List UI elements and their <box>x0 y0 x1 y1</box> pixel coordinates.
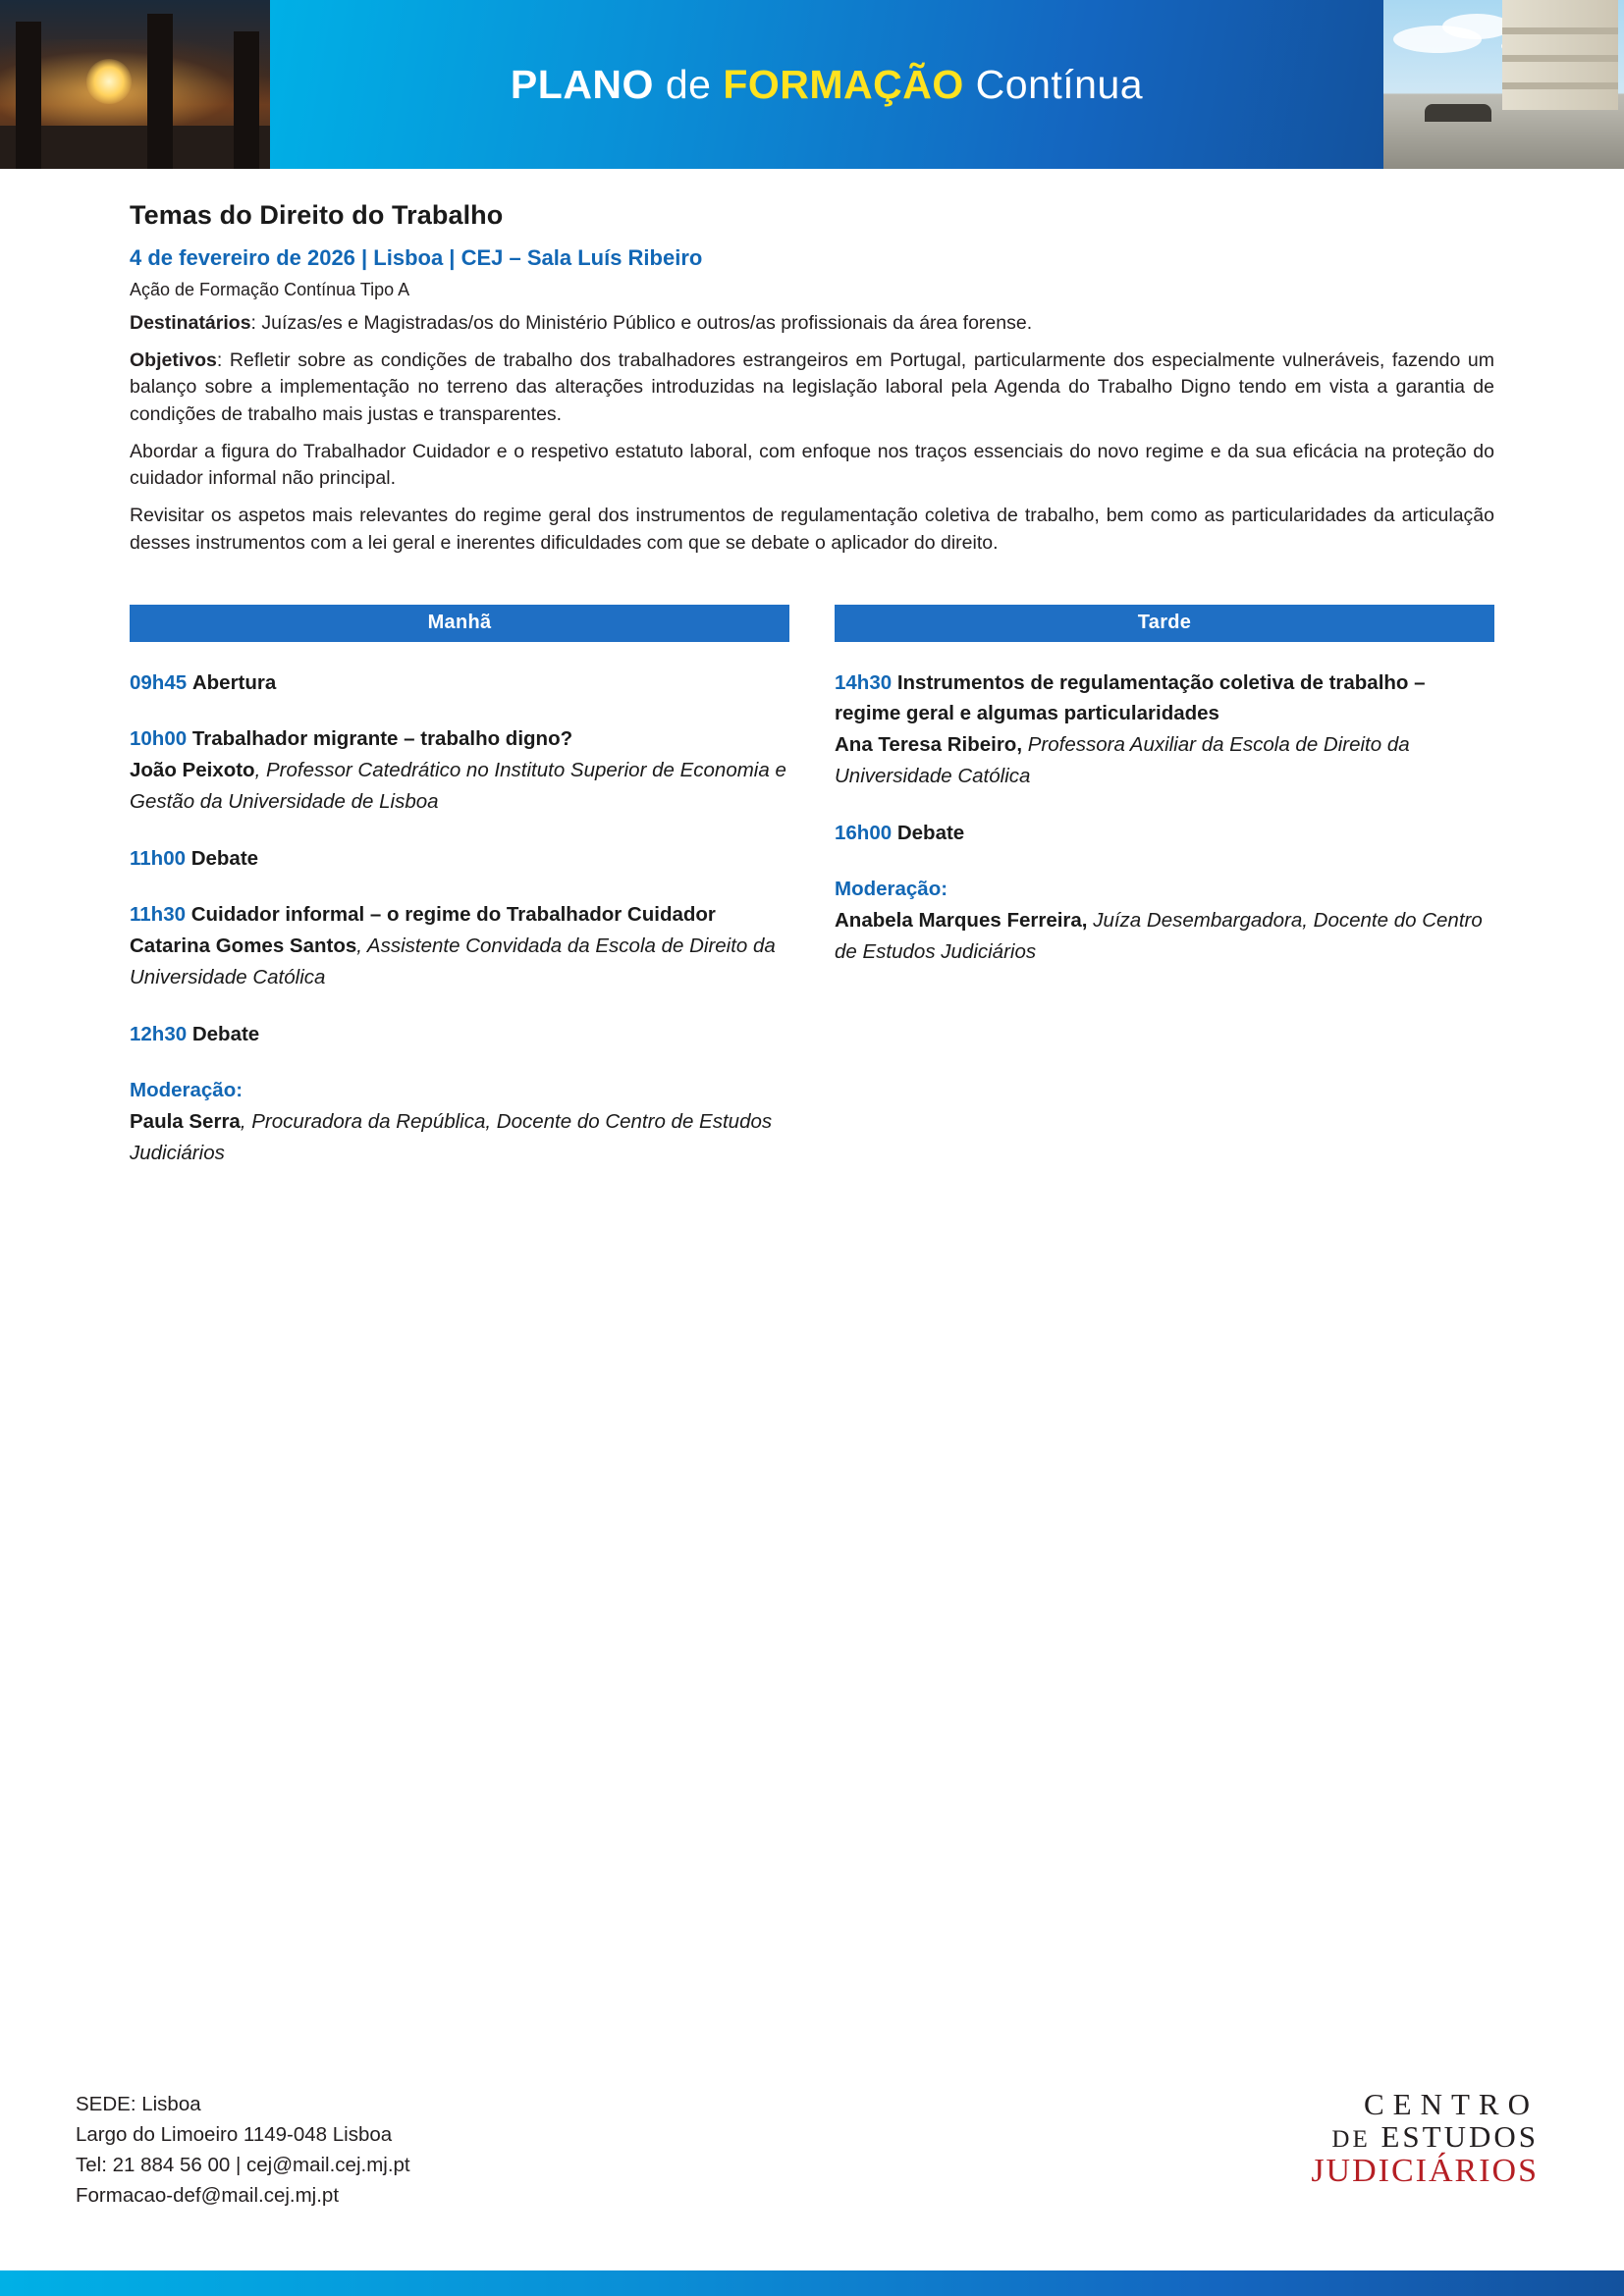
session-time: 09h45 <box>130 670 188 694</box>
plaza-ground <box>1383 110 1624 169</box>
monument-pillar <box>16 22 41 169</box>
audience-paragraph <box>130 310 1494 338</box>
session-topic: Trabalhador migrante – trabalho digno? <box>191 727 573 751</box>
header-word-continua: Contínua <box>975 61 1144 107</box>
sunset-monument-photo <box>0 0 270 169</box>
session-topic: Debate <box>896 821 965 844</box>
session-item <box>130 723 789 817</box>
cej-logo <box>1311 2089 1548 2189</box>
audience-label: Destinatários <box>130 312 251 334</box>
footer-email-line: Formacao-def@mail.cej.mj.pt <box>76 2184 340 2208</box>
session-speaker: Catarina Gomes Santos <box>130 934 357 958</box>
session-item <box>130 1019 789 1050</box>
header-word-formacao: FORMAÇÃO <box>723 61 964 107</box>
course-date-location: 4 de fevereiro de 2026 | Lisboa | CEJ – Sala Luís Ribeiro <box>130 245 703 270</box>
plaza-sculpture <box>1425 104 1491 122</box>
session-topic: Instrumentos de regulamentação coletiva de trabalho – regime geral e algumas particularidades <box>835 670 1426 725</box>
monument-pillar <box>147 14 173 169</box>
moderation-speaker: Paula Serra <box>130 1110 241 1134</box>
session-speaker-role: , Assistente Convidada da Escola de Direito da Universidade Católica <box>130 934 776 988</box>
footer-address-line: Largo do Limoeiro 1149-048 Lisboa <box>76 2123 393 2147</box>
cloud-icon <box>1442 14 1511 39</box>
building-stripe <box>1502 82 1618 89</box>
morning-column <box>130 605 789 1169</box>
footer-contact-line: Tel: 21 884 56 00 | cej@mail.cej.mj.pt <box>76 2154 410 2177</box>
logo-line-judiciarios: JUDICIÁRIOS <box>1311 2152 1539 2189</box>
program-columns <box>130 605 1494 1169</box>
session-speaker: Ana Teresa Ribeiro, <box>835 733 1023 757</box>
footer-gradient-bar <box>0 2270 1624 2296</box>
morning-header: Manhã <box>130 605 789 642</box>
header-word-plano: PLANO <box>510 61 654 107</box>
moderation-speaker: Anabela Marques Ferreira, <box>835 909 1088 933</box>
sun-icon <box>86 59 132 104</box>
monument-pillar <box>234 31 259 169</box>
session-item <box>130 667 789 699</box>
objectives-text: : Refletir sobre as condições de trabalho dos trabalhadores estrangeiros em Portugal, particularmente dos especialmente vulneráveis, fazendo um balanço sobre a implementação no terreno das alterações introduzidas na legislação laboral pela Agenda do Trabalho Digno tendo em vista a garantia de condições de trabalho mais justas e transparentes. <box>130 348 1494 426</box>
session-topic: Abertura <box>191 670 277 694</box>
footer-address-line: SEDE: Lisboa <box>76 2093 201 2115</box>
session-topic: Debate <box>191 1022 260 1045</box>
objectives-paragraph-2: Abordar a figura do Trabalhador Cuidador e o respetivo estatuto laboral, com enfoque nos traços essenciais do novo regime e da sua eficácia na proteção do cuidador informal não principal. <box>130 440 1494 490</box>
objectives-paragraph-3: Revisitar os aspetos mais relevantes do regime geral dos instrumentos de regulamentação coletiva de trabalho, bem como as particularidades da articulação desses instrumentos com a lei geral e inerentes dificuldades com que se debate o aplicador do direito. <box>130 505 1494 554</box>
building-shape <box>1502 0 1618 118</box>
session-item <box>835 667 1494 792</box>
session-item <box>835 818 1494 849</box>
session-speaker: João Peixoto <box>130 759 255 782</box>
page-footer <box>0 2071 1624 2296</box>
moderation-label: Moderação <box>130 1079 237 1102</box>
moderation-role: Juíza Desembargadora, Docente do Centro de Estudos Judiciários <box>835 909 1483 963</box>
objectives-paragraph <box>130 347 1494 429</box>
logo-word-estudos: ESTUDOS <box>1380 2118 1539 2154</box>
moderation-role: , Procuradora da República, Docente do Centro de Estudos Judiciários <box>130 1110 773 1164</box>
page-title <box>511 62 1143 108</box>
session-time: 12h30 <box>130 1022 188 1045</box>
logo-word-de: DE <box>1331 2125 1371 2153</box>
page-header-banner <box>0 0 1624 169</box>
session-speaker-role: Professora Auxiliar da Escola de Direito da Universidade Católica <box>835 733 1410 787</box>
building-stripe <box>1502 27 1618 34</box>
course-title: Temas do Direito do Trabalho <box>130 200 504 230</box>
afternoon-header: Tarde <box>835 605 1494 642</box>
session-speaker-role: , Professor Catedrático no Instituto Superior de Economia e Gestão da Universidade de Lisboa <box>130 759 786 813</box>
document-body <box>0 169 1624 1169</box>
header-title-band <box>270 0 1383 169</box>
logo-line-estudos <box>1311 2118 1539 2154</box>
session-time: 11h00 <box>130 846 186 870</box>
session-time: 14h30 <box>835 670 893 694</box>
moderation-block <box>130 1075 789 1168</box>
session-time: 16h00 <box>835 821 893 844</box>
session-time: 10h00 <box>130 727 188 751</box>
session-item <box>130 899 789 992</box>
session-topic: Debate <box>190 846 259 870</box>
moderation-label: Moderação <box>835 878 942 901</box>
session-topic: Cuidador informal – o regime do Trabalhador Cuidador <box>190 903 716 927</box>
session-time: 11h30 <box>130 903 186 927</box>
moderation-colon: : <box>236 1079 244 1102</box>
afternoon-column <box>835 605 1494 1169</box>
building-plaza-photo <box>1383 0 1624 169</box>
objectives-label: Objetivos <box>130 348 217 371</box>
moderation-colon: : <box>941 878 948 901</box>
footer-address <box>76 2089 410 2212</box>
logo-line-centro: CENTRO <box>1364 2087 1539 2121</box>
building-stripe <box>1502 55 1618 62</box>
header-word-de: de <box>665 61 712 107</box>
moderation-block <box>835 874 1494 967</box>
course-type: Ação de Formação Contínua Tipo A <box>130 280 410 299</box>
session-item <box>130 843 789 875</box>
audience-text: : Juízas/es e Magistradas/os do Ministério Público e outros/as profissionais da área forense. <box>250 312 1033 334</box>
